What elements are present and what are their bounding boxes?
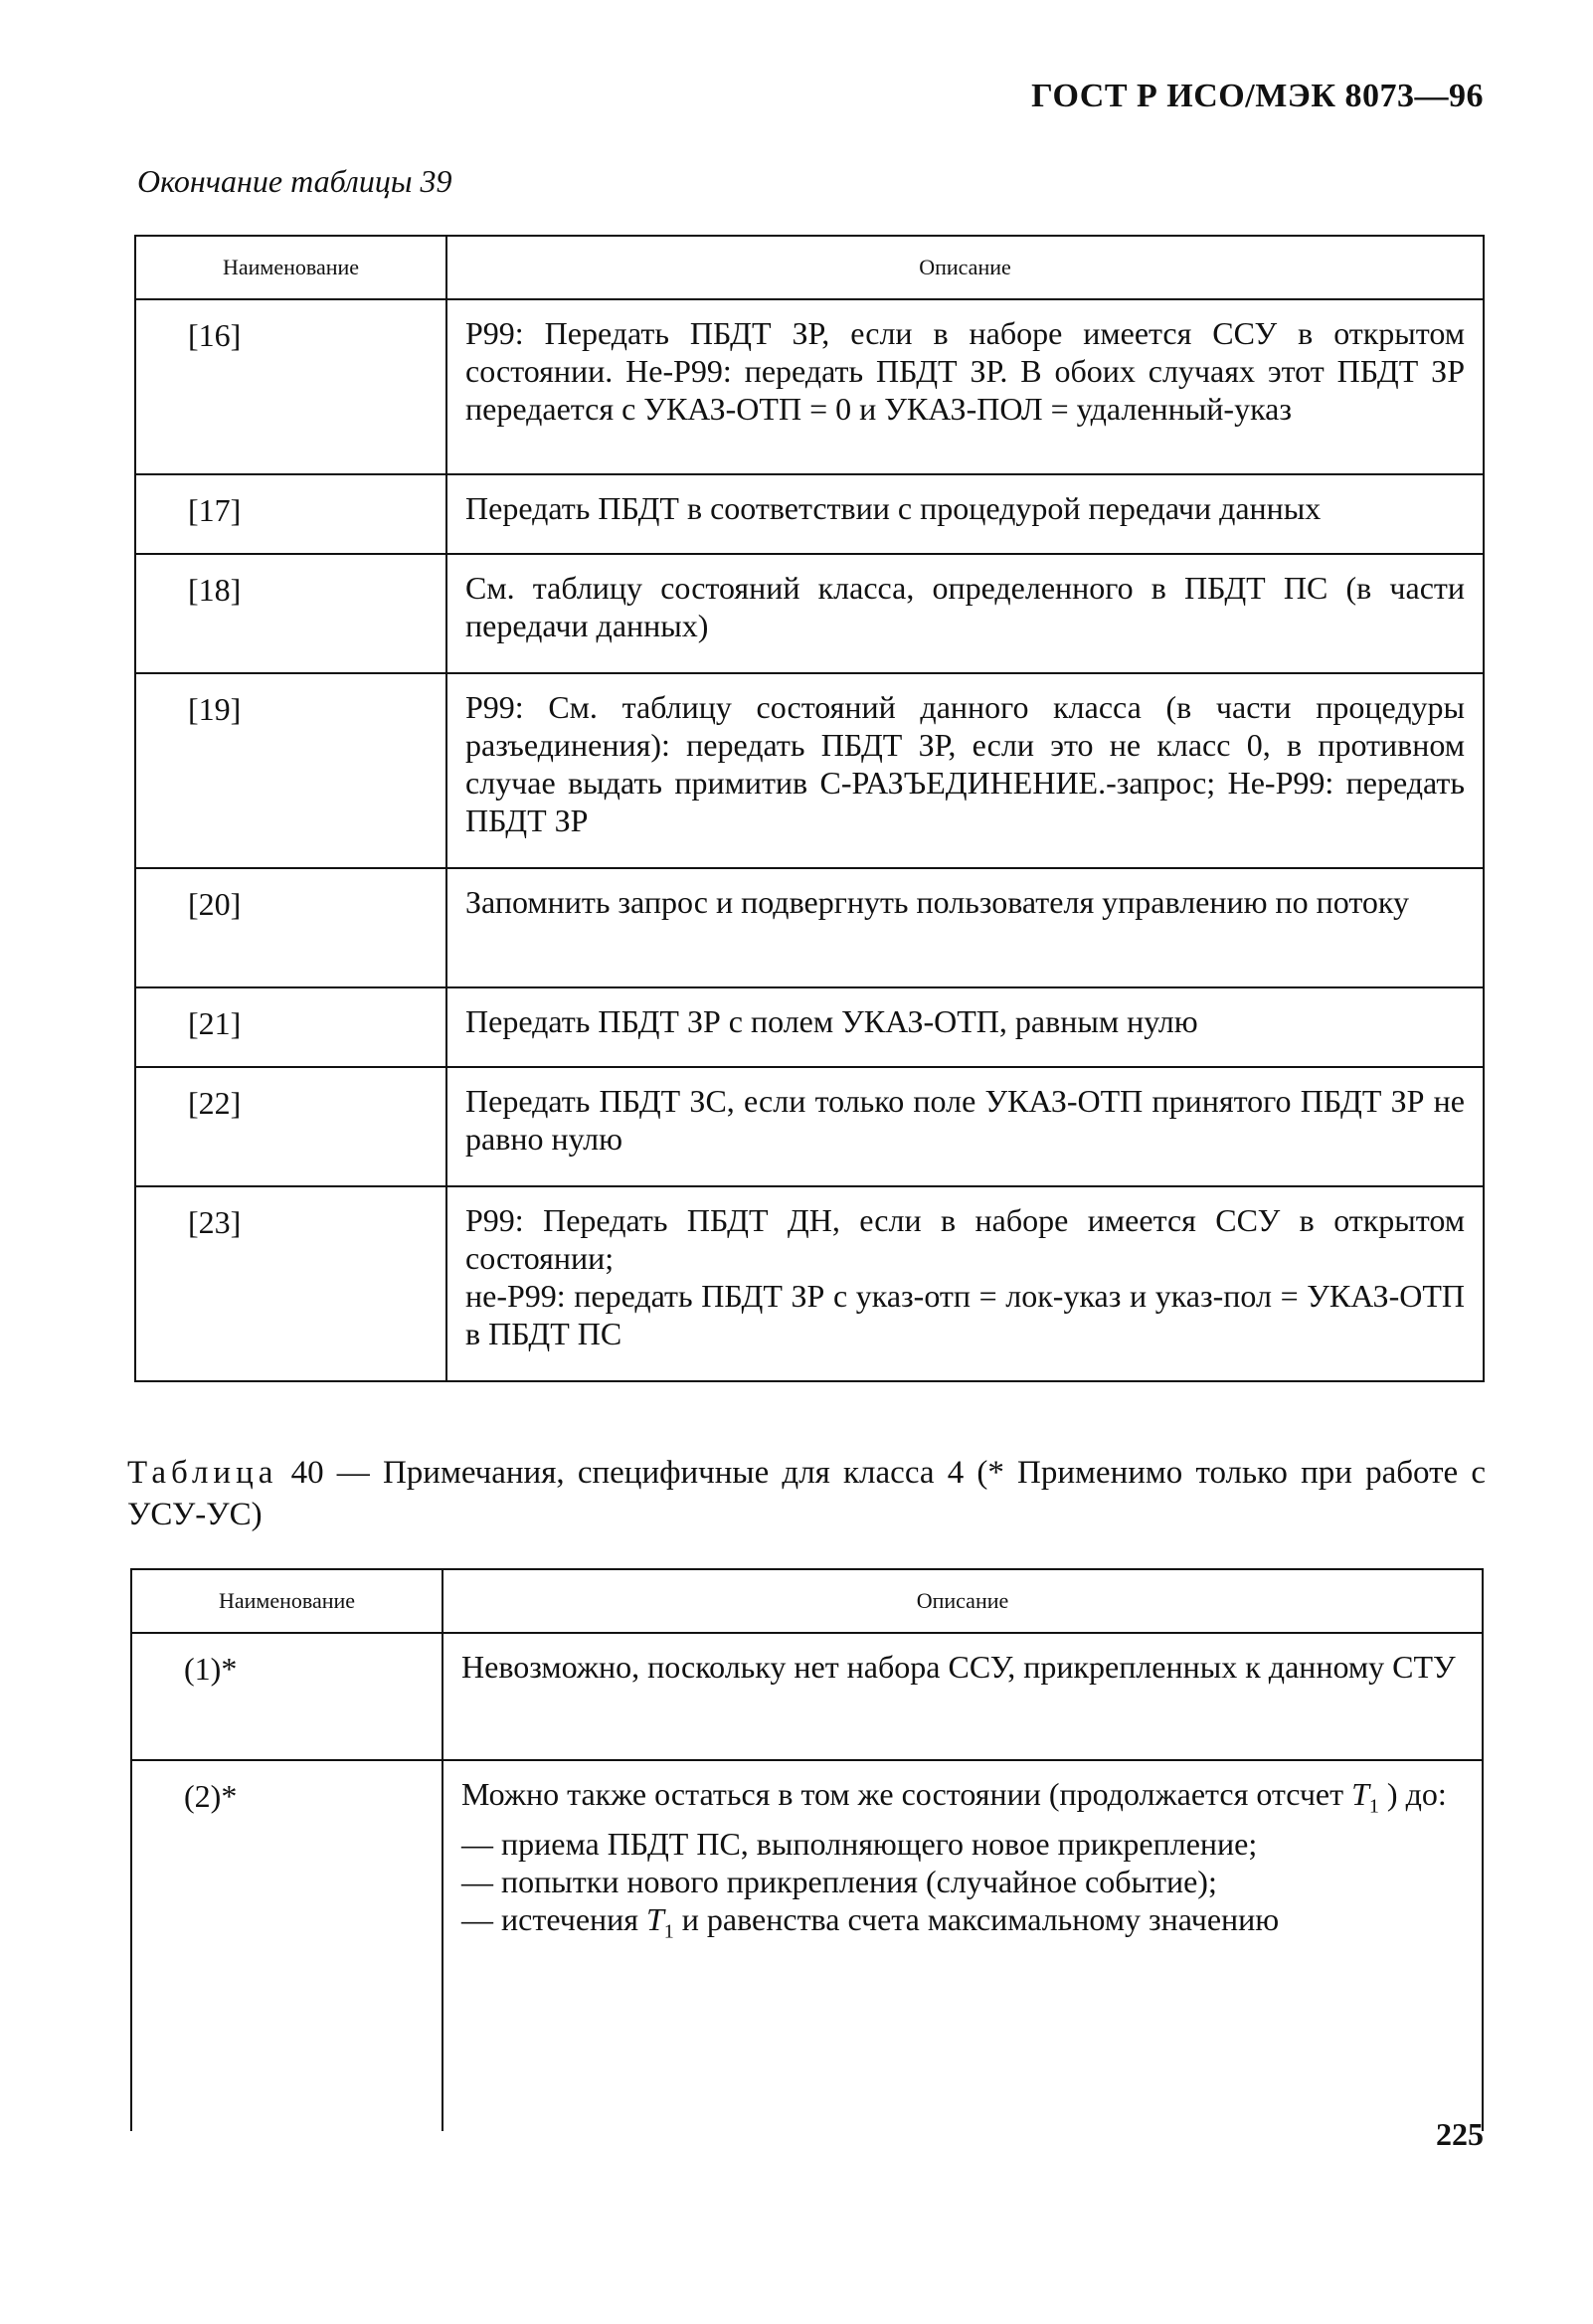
row-name: [18] xyxy=(135,554,446,673)
row-description: Передать ПБДТ ЗР с полем УКАЗ-ОТП, равным нулю xyxy=(446,987,1484,1067)
table-40 xyxy=(130,1568,1484,2131)
table-row xyxy=(135,868,1484,987)
row-name: [20] xyxy=(135,868,446,987)
document-header: ГОСТ Р ИСО/МЭК 8073—96 xyxy=(1031,78,1484,114)
row-description: Передать ПБДТ ЗС, если только поле УКАЗ-ОТП принятого ПБДТ ЗР не равно нулю xyxy=(446,1067,1484,1186)
table-row xyxy=(131,1760,1483,2131)
table-header-row xyxy=(135,236,1484,299)
row-name: [21] xyxy=(135,987,446,1067)
description-text: Можно также остаться в том же состоянии (продолжается отсчет xyxy=(461,1776,1344,1812)
row-description xyxy=(442,1760,1483,2131)
row-name: [22] xyxy=(135,1067,446,1186)
table-40-title-word: Таблица xyxy=(127,1455,278,1491)
row-name: (2)* xyxy=(131,1760,442,2131)
column-header-name: Наименование xyxy=(135,236,446,299)
table-row xyxy=(135,299,1484,474)
description-text: ) до: xyxy=(1386,1776,1447,1812)
variable-t: T xyxy=(645,1901,664,1938)
table-40-title xyxy=(127,1452,1486,1535)
variable-subscript: 1 xyxy=(663,1920,674,1943)
row-description xyxy=(446,1186,1484,1381)
variable-t: T xyxy=(1351,1776,1369,1812)
page-number: 225 xyxy=(1436,2116,1484,2152)
table-row xyxy=(135,474,1484,554)
description-line xyxy=(461,1900,1464,1950)
row-description: Запомнить запрос и подвергнуть пользователя управлению по потоку xyxy=(446,868,1484,987)
column-header-description: Описание xyxy=(446,236,1484,299)
table-row xyxy=(135,1186,1484,1381)
table-row xyxy=(135,673,1484,868)
table-40-title-text: 40 — Примечания, специфичные для класса 4 (* Применимо только при работе с УСУ-УС) xyxy=(127,1455,1486,1532)
table-row xyxy=(135,554,1484,673)
description-line xyxy=(461,1775,1464,1825)
row-description: Невозможно, поскольку нет набора ССУ, прикрепленных к данному СТУ xyxy=(442,1633,1483,1760)
table-39 xyxy=(134,235,1485,1382)
description-text: и равенства счета максимальному значению xyxy=(681,1901,1280,1938)
table-header-row xyxy=(131,1569,1483,1633)
variable-subscript: 1 xyxy=(1368,1795,1379,1818)
row-description: Передать ПБДТ в соответствии с процедурой передачи данных xyxy=(446,474,1484,554)
table-row xyxy=(131,1633,1483,1760)
row-name: [19] xyxy=(135,673,446,868)
description-line: — попытки нового прикрепления (случайное событие); xyxy=(461,1864,1217,1900)
row-description: Р99: Передать ПБДТ ЗР, если в наборе имеется ССУ в открытом состоянии. Не-Р99: передать ПБДТ ЗР. В обоих случаях этот ПБДТ ЗР передается с УКАЗ-ОТП = 0 и УКАЗ-ПОЛ = удаленный-указ xyxy=(446,299,1484,474)
column-header-name: Наименование xyxy=(131,1569,442,1633)
table-row xyxy=(135,987,1484,1067)
row-description: См. таблицу состояний класса, определенного в ПБДТ ПС (в части передачи данных) xyxy=(446,554,1484,673)
row-name: (1)* xyxy=(131,1633,442,1760)
description-line: — приема ПБДТ ПС, выполняющего новое прикрепление; xyxy=(461,1826,1258,1863)
description-line: Р99: Передать ПБДТ ДН, если в наборе имеется ССУ в открытом состоянии; xyxy=(465,1202,1465,1276)
row-description: Р99: См. таблицу состояний данного класса (в части процедуры разъединения): передать ПБДТ ЗР, если это не класс 0, в противном случае выдать примитив С-РАЗЪЕДИНЕНИЕ.-запрос; Не-Р99: передать ПБДТ ЗР xyxy=(446,673,1484,868)
row-name: [23] xyxy=(135,1186,446,1381)
column-header-description: Описание xyxy=(442,1569,1483,1633)
row-name: [17] xyxy=(135,474,446,554)
description-text: — истечения xyxy=(461,1901,638,1938)
table-row xyxy=(135,1067,1484,1186)
table-39-caption: Окончание таблицы 39 xyxy=(137,163,452,199)
row-name: [16] xyxy=(135,299,446,474)
description-line: не-Р99: передать ПБДТ ЗР с указ-отп = лок-указ и указ-пол = УКАЗ-ОТП в ПБДТ ПС xyxy=(465,1278,1465,1351)
